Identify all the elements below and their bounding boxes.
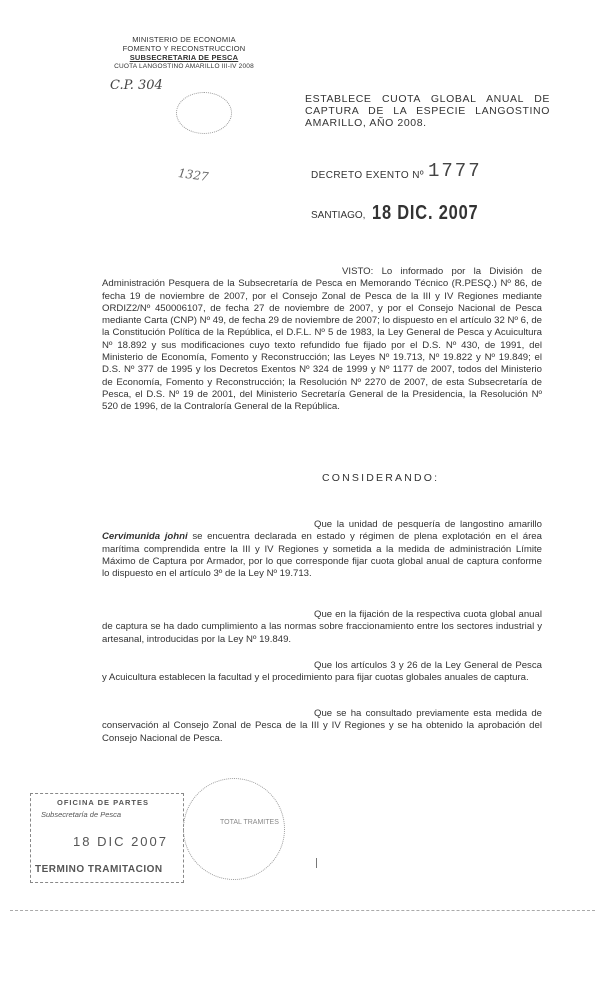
considerando-paragraph-2: Que en la fijación de la respectiva cuota global anual de captura se ha dado cumplimiento a las normas sobre fraccionamiento entre los sectores industrial y artesanal, introducidas por la Ley Nº 19.849. (102, 609, 542, 645)
species-name: Cervimunida johni (102, 531, 188, 543)
ministry-header (104, 35, 264, 71)
header-line-ministry: MINISTERIO DE ECONOMIA (132, 35, 236, 44)
decree-number: 1777 (428, 160, 482, 182)
considerando-paragraph-4: Que se ha consultado previamente esta medida de conservación al Consejo Zonal de Pesca de la III y IV Regiones y se ha obtenido la aprobación del Consejo Nacional de Pesca. (102, 708, 542, 744)
decree-title: ESTABLECE CUOTA GLOBAL ANUAL DE CAPTURA DE LA ESPECIE LANGOSTINO AMARILLO, AÑO 2008. (305, 93, 550, 129)
page-tick-mark (316, 858, 317, 868)
header-line-subsecretaria: SUBSECRETARIA DE PESCA (129, 53, 239, 62)
handwritten-mark: 1327 (177, 165, 210, 185)
handwritten-reference: C.P. 304 (110, 78, 163, 93)
considerando-heading: CONSIDERANDO: (322, 472, 440, 484)
page-bottom-dashed-line (10, 910, 595, 911)
santiago-label: SANTIAGO, (311, 210, 366, 221)
round-seal-stamp (183, 778, 285, 880)
c1-text-end: se encuentra declarada en estado y régimen de plena explotación en el área marítima comprendida entre la III y IV Regiones y sometida a la medida de administración Límite Máximo de Captura por Armador, por lo que corresponde fijar cuota global anual de captura conforme lo dispuesto en el artículo 3º de la Ley Nº 19.713. (102, 531, 542, 580)
decree-label: DECRETO EXENTO Nº (311, 170, 424, 181)
vistos-paragraph: VISTO: Lo informado por la División de Administración Pesquera de la Subsecretaría de Pesca en Memorando Técnico (R.PESQ.) Nº 86, de fecha 19 de noviembre de 2007, por el Consejo Zonal de Pesca de la III y IV Regiones mediante ORDIZ2/Nº 450006107, de fecha 27 de noviembre de 2007, y por el Consejo Nacional de Pesca mediante Carta (CNP) Nº 49, de fecha 29 de noviembre de 2007; lo dispuesto en el artículo 32 Nº 6, de la Constitución Política de la República, el D.F.L. Nº 5 de 1983, la Ley General de Pesca y Acuicultura Nº 18.892 y sus modificaciones cuyo texto refundido fue fijado por el D.S. Nº 430, de 1991, del Ministerio de Economía, Fomento y Reconstrucción; las Leyes Nº 19.713, Nº 19.822 y Nº 19.849; el D.S. Nº 377 de 1995 y los Decretos Exentos Nº 324 de 1999 y Nº 1177 de 2007, todos del Ministerio de Economía, Fomento y Reconstrucción; la Resolución Nº 2270 de 2007, de esta Subsecretaría de Pesca, el D.S. Nº 19 de 2001, del Ministerio Secretaría General de la Presidencia, la Resolución Nº 520 de 1996, de la Contraloría General de la República. (102, 266, 542, 413)
stamp-row-subsecretaria: Subsecretaría de Pesca (41, 810, 122, 819)
oficina-partes-stamp (30, 793, 184, 883)
stamp-date: 18 DIC 2007 (73, 834, 168, 849)
considerando-paragraph-3: Que los artículos 3 y 26 de la Ley General de Pesca y Acuicultura establecen la facultad y el procedimiento para fijar cuotas globales anuales de captura. (102, 660, 542, 684)
stamp-row-office: OFICINA DE PARTES (57, 798, 150, 807)
top-faded-stamp (176, 92, 232, 134)
c1-text-start: Que la unidad de pesquería de langostino amarillo (314, 519, 542, 530)
round-stamp-text: TOTAL TRAMITES (220, 819, 279, 826)
stamp-row-termino: TERMINO TRAMITACION (35, 864, 163, 875)
considerando-paragraph-1 (102, 519, 542, 580)
decree-date: 18 DIC. 2007 (372, 202, 479, 224)
header-line-cuota: CUOTA LANGOSTINO AMARILLO III-IV 2008 (114, 63, 254, 70)
header-line-fomento: FOMENTO Y RECONSTRUCCION (122, 44, 246, 53)
